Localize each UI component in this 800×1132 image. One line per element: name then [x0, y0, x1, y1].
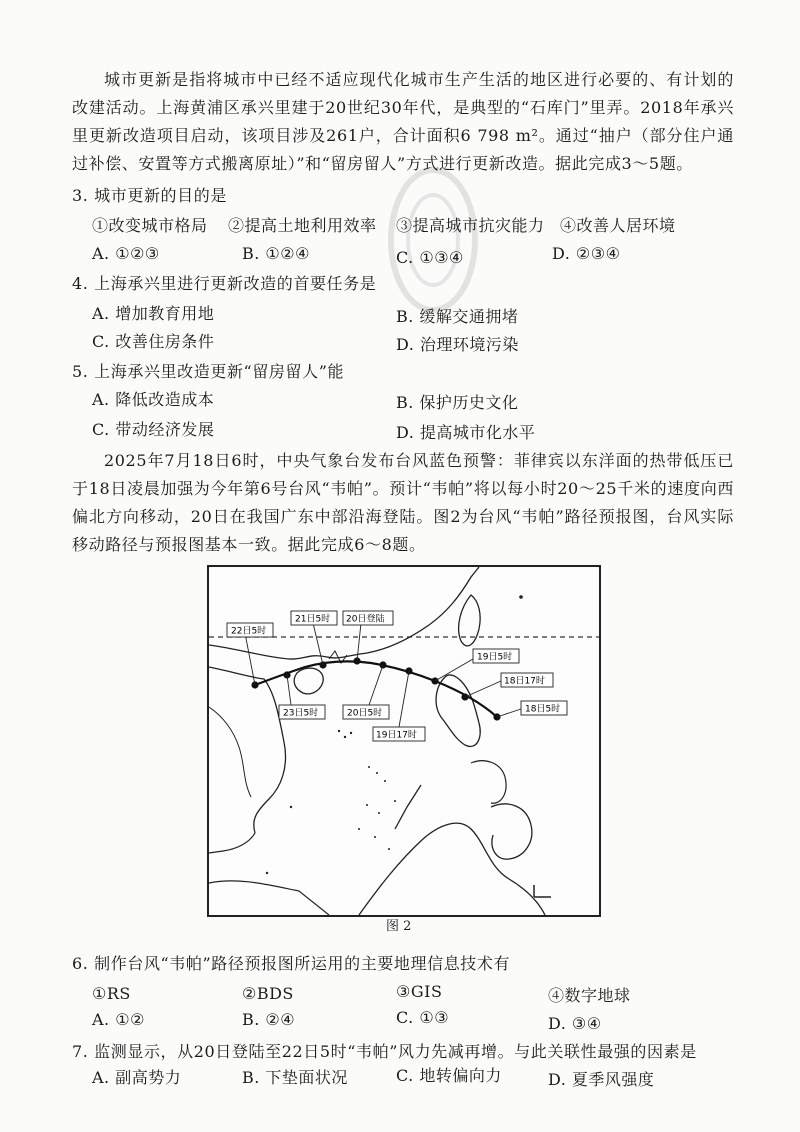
q3-item-2: ②提高土地利用效率: [228, 216, 377, 235]
q6-item-1: ①RS: [92, 984, 131, 1003]
q4-option-d[interactable]: D. 治理环境污染: [396, 335, 519, 354]
hainan-outline: [294, 668, 323, 694]
q3-item-1: ①改变城市格局: [92, 216, 208, 235]
q5-option-c[interactable]: C. 带动经济发展: [92, 420, 215, 439]
q5-option-b[interactable]: B. 保护历史文化: [396, 393, 519, 412]
borneo-outline: [359, 823, 545, 915]
label-22d5h: 22日5时: [231, 626, 267, 637]
figure-caption: 图 2: [386, 919, 412, 934]
q6-item-4: ④数字地球: [548, 986, 631, 1005]
malay-coast: [209, 881, 329, 915]
label-21d5h: 21日5时: [295, 614, 331, 625]
map-svg: [209, 567, 599, 915]
q3-item-4: ④改善人居环境: [560, 216, 676, 235]
indochina-border: [209, 707, 251, 797]
luzon-outline: [436, 675, 480, 747]
q6-option-b[interactable]: B. ②④: [242, 1010, 296, 1029]
label-23d5h: 23日5时: [283, 708, 319, 719]
q3-option-c[interactable]: C. ①③④: [396, 248, 464, 267]
mindanao-outline: [491, 804, 532, 859]
stamp-watermark: [378, 160, 488, 320]
question-5-stem: 5. 上海承兴里改造更新“留房留人”能: [72, 362, 345, 381]
gulf-of-thailand: [209, 833, 255, 853]
vietnam-coastline: [209, 667, 286, 833]
question-3-stem: 3. 城市更新的目的是: [72, 186, 227, 205]
q6-item-3: ③GIS: [396, 982, 443, 1001]
q3-option-b[interactable]: B. ①②④: [242, 244, 310, 263]
q6-option-c[interactable]: C. ①③: [396, 1008, 450, 1027]
q3-option-a[interactable]: A. ①②③: [92, 244, 160, 263]
q7-option-c[interactable]: C. 地转偏向力: [396, 1066, 502, 1085]
label-18d5h: 18日5时: [525, 704, 561, 715]
passage-urban-renewal: 城市更新是指将城市中已经不适应现代化城市生产生活的地区进行必要的、有计划的改建活动。上海黄浦区承兴里建于20世纪30年代，是典型的“石库门”里弄。2018年承兴里更新改造项目启动，该项目涉及261户，合计面积6 798 m²。通过“抽户（部分住户通过补偿、安置等方式搬离原址）”和“留房留人”方式进行更新改造。据此完成3～5题。: [72, 70, 734, 173]
label-19d5h: 19日5时: [477, 652, 513, 663]
passage-typhoon: 2025年7月18日6时，中央气象台发布台风蓝色预警：菲律宾以东洋面的热带低压已于18日凌晨加强为今年第6号台风“韦帕”。预计“韦帕”将以每小时20～25千米的速度向西偏北方向移动，20日在我国广东中部沿海登陆。图2为台风“韦帕”路径预报图，台风实际移动路径与预报图基本一致。据此完成6～8题。: [72, 451, 734, 554]
q6-item-2: ②BDS: [242, 984, 294, 1003]
q5-option-a[interactable]: A. 降低改造成本: [92, 390, 215, 409]
q6-option-d[interactable]: D. ③④: [548, 1014, 602, 1033]
q7-option-a[interactable]: A. 副高势力: [92, 1068, 182, 1087]
visayas-outline: [471, 761, 506, 804]
q7-option-d[interactable]: D. 夏季风强度: [548, 1070, 655, 1089]
question-4-stem: 4. 上海承兴里进行更新改造的首要任务是: [72, 274, 377, 293]
question-7-stem: 7. 监测显示，从20日登陆至22日5时“韦帕”风力先减再增。与此关联性最强的因素是: [72, 1042, 697, 1061]
question-6-stem: 6. 制作台风“韦帕”路径预报图所运用的主要地理信息技术有: [72, 954, 511, 973]
q4-option-c[interactable]: C. 改善住房条件: [92, 332, 215, 351]
label-19d17h: 19日17时: [376, 730, 417, 741]
typhoon-track-map: [207, 565, 601, 917]
label-20d-landfall: 20日登陆: [346, 614, 385, 625]
q7-option-b[interactable]: B. 下垫面状况: [242, 1068, 348, 1087]
q4-option-b[interactable]: B. 缓解交通拥堵: [396, 307, 519, 326]
q6-option-a[interactable]: A. ①②: [92, 1010, 145, 1029]
q3-item-3: ③提高城市抗灾能力: [396, 216, 545, 235]
palawan-outline: [395, 785, 421, 829]
q4-option-a[interactable]: A. 增加教育用地: [92, 304, 215, 323]
taiwan-outline: [459, 595, 481, 646]
q3-option-d[interactable]: D. ②③④: [552, 244, 621, 263]
label-18d17h: 18日17时: [504, 676, 545, 687]
label-20d5h: 20日5时: [347, 708, 383, 719]
q5-option-d[interactable]: D. 提高城市化水平: [396, 423, 536, 442]
